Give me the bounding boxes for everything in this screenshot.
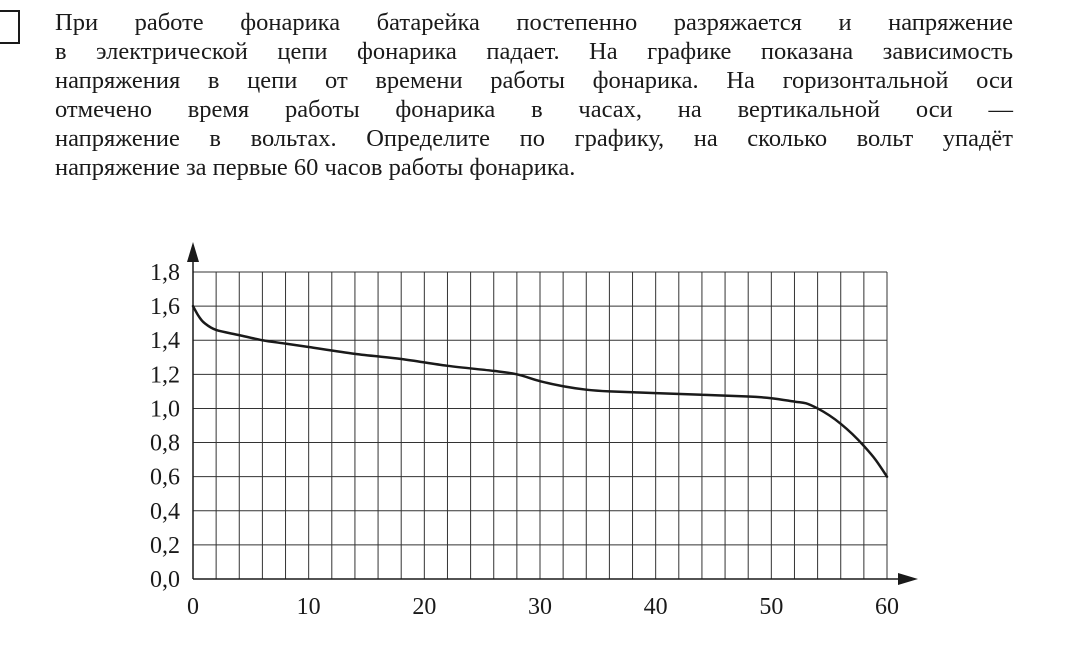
y-tick-label: 0,8: [150, 430, 180, 457]
problem-line: в электрической цепи фонарика падает. На графике показана зависимость: [55, 38, 1013, 65]
y-tick-label: 1,8: [150, 260, 180, 286]
y-tick-label: 1,6: [150, 294, 180, 321]
problem-line: При работе фонарика батарейка постепенно разряжается и напряжение: [55, 9, 1013, 36]
y-tick-label: 1,4: [150, 328, 180, 355]
x-tick-label: 20: [412, 594, 437, 620]
x-tick-label: 40: [643, 594, 668, 620]
x-tick-label: 50: [759, 594, 784, 620]
problem-line: напряжение за первые 60 часов работы фонарика.: [55, 154, 576, 181]
x-tick-label: 10: [296, 594, 321, 620]
y-axis-arrow: [187, 242, 199, 262]
y-tick-label: 0,6: [150, 464, 180, 491]
y-tick-label: 1,0: [150, 396, 180, 423]
y-tick-label: 0,2: [150, 532, 180, 559]
problem-line: отмечено время работы фонарика в часах, на вертикальной оси —: [55, 96, 1013, 123]
y-tick-label: 0,0: [150, 567, 180, 593]
x-tick-label: 30: [528, 594, 552, 620]
x-tick-label: 0: [187, 594, 199, 620]
x-tick-label: 60: [875, 594, 899, 620]
problem-line: напряжение в вольтах. Определите по графику, на сколько вольт упадёт: [55, 125, 1013, 152]
x-axis-arrow: [898, 573, 918, 585]
y-tick-label: 1,2: [150, 362, 180, 389]
y-tick-label: 0,4: [150, 498, 180, 525]
problem-line: напряжения в цепи от времени работы фонарика. На горизонтальной оси: [55, 67, 1013, 94]
